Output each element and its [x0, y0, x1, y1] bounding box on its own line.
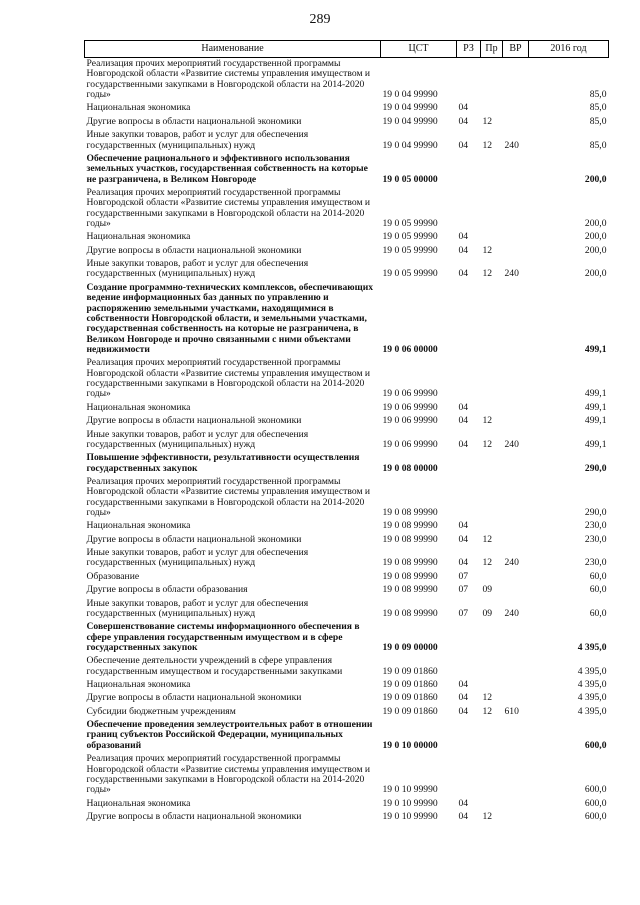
table-row	[85, 753, 609, 797]
cell-vr	[503, 476, 529, 520]
cell-pr: 12	[482, 244, 493, 256]
cell-amount: 290,0	[584, 507, 607, 519]
cell-name: Другие вопросы в области национальной экономики	[86, 692, 302, 704]
table-row	[85, 692, 609, 705]
cell-rz: 04	[458, 557, 469, 569]
cell-cst: 19 0 05 99990	[382, 231, 438, 243]
cell-cst: 19 0 10 99990	[382, 784, 438, 796]
cell-rz	[457, 187, 481, 231]
cell-vr	[503, 187, 529, 231]
cell-pr	[481, 357, 503, 401]
cell-pr: 09	[482, 584, 493, 596]
cell-rz: 04	[458, 692, 469, 704]
cell-name: Другие вопросы в области национальной экономики	[86, 115, 302, 127]
cell-cst: 19 0 09 01860	[382, 692, 438, 704]
cell-name: Реализация прочих мероприятий государственной программы Новгородской области «Развитие системы управления имуществом и государственными закупками в Новгородской области на 2014-2020 годы»	[86, 357, 371, 400]
cell-pr: 12	[482, 705, 493, 717]
cell-name: Реализация прочих мероприятий государственной программы Новгородской области «Развитие системы управления имуществом и государственными закупками в Новгородской области на 2014-2020 годы»	[86, 186, 371, 230]
cell-vr: 240	[504, 139, 519, 151]
cell-pr: 12	[482, 692, 493, 704]
cell-rz	[457, 452, 481, 476]
cell-name: Другие вопросы в области национальной экономики	[86, 415, 302, 427]
cell-rz: 04	[458, 438, 469, 450]
header-cst: ЦСТ	[381, 41, 457, 58]
cell-vr	[503, 402, 529, 415]
cell-amount: 230,0	[584, 557, 607, 569]
cell-cst: 19 0 08 99990	[382, 520, 438, 532]
table-row	[85, 231, 609, 244]
table-row	[85, 187, 609, 231]
cell-rz	[457, 153, 481, 187]
cell-amount: 499,1	[584, 438, 607, 450]
cell-pr: 12	[482, 268, 493, 280]
cell-pr	[481, 571, 503, 584]
cell-name: Реализация прочих мероприятий государственной программы Новгородской области «Развитие системы управления имуществом и государственными закупками в Новгородской области на 2014-2020 годы»	[86, 753, 371, 796]
cell-cst: 19 0 04 99990	[382, 115, 438, 127]
cell-vr	[503, 153, 529, 187]
cell-vr	[503, 452, 529, 476]
cell-cst: 19 0 10 99990	[382, 797, 438, 809]
cell-vr	[503, 415, 529, 428]
cell-cst: 19 0 08 99990	[382, 533, 438, 545]
cell-rz: 04	[458, 244, 469, 256]
cell-amount: 499,1	[584, 401, 607, 413]
cell-rz: 04	[458, 102, 469, 114]
cell-amount: 60,0	[589, 570, 607, 582]
cell-amount: 600,0	[584, 784, 607, 796]
cell-name: Национальная экономика	[86, 679, 191, 691]
cell-amount: 499,1	[584, 343, 607, 355]
cell-cst: 19 0 06 99990	[382, 415, 438, 427]
cell-pr	[481, 753, 503, 797]
cell-pr	[481, 520, 503, 533]
cell-pr	[481, 679, 503, 692]
cell-cst: 19 0 05 99990	[382, 218, 438, 230]
cell-cst: 19 0 05 99990	[382, 268, 438, 280]
page-number: 289	[309, 12, 331, 27]
cell-rz: 04	[458, 115, 469, 127]
cell-cst: 19 0 08 99990	[382, 584, 438, 596]
cell-amount: 200,0	[584, 173, 607, 185]
cell-vr: 240	[504, 607, 519, 619]
cell-vr: 240	[504, 557, 519, 569]
cell-cst: 19 0 06 99990	[382, 388, 438, 400]
cell-vr	[503, 116, 529, 129]
cell-rz: 07	[458, 570, 469, 582]
cell-pr: 09	[482, 607, 493, 619]
table-row	[85, 571, 609, 584]
cell-cst: 19 0 06 99990	[382, 438, 438, 450]
table-body	[85, 58, 609, 825]
table-row	[85, 621, 609, 655]
cell-rz: 04	[458, 533, 469, 545]
table-row	[85, 798, 609, 811]
cell-cst: 19 0 04 99990	[382, 102, 438, 114]
cell-cst: 19 0 04 99990	[382, 139, 438, 151]
cell-amount: 85,0	[589, 139, 607, 151]
cell-rz: 07	[458, 584, 469, 596]
cell-name: Создание программно-технических комплексов, обеспечивающих ведение информационных баз данных по управлению и распоряжению земельными участками, находящимися в собственности Новгородской области, и земельными участками, государственная собственность на которые не разграничена, в Великом Новгороде и прочно связанными с ними объектами недвижимости	[86, 281, 374, 355]
table-row	[85, 282, 609, 358]
cell-vr	[503, 584, 529, 597]
cell-rz: 04	[458, 520, 469, 532]
cell-vr	[503, 102, 529, 115]
cell-cst: 19 0 05 00000	[382, 173, 438, 185]
cell-name: Национальная экономика	[86, 102, 191, 114]
cell-pr	[481, 476, 503, 520]
cell-cst: 19 0 09 01860	[382, 679, 438, 691]
table-row	[85, 415, 609, 428]
cell-pr: 12	[482, 115, 493, 127]
cell-pr: 12	[482, 811, 493, 822]
cell-vr	[503, 692, 529, 705]
cell-pr	[481, 58, 503, 103]
budget-table	[84, 40, 609, 824]
cell-vr	[503, 58, 529, 103]
table-header-row	[85, 41, 609, 58]
cell-name: Другие вопросы в области образования	[86, 584, 248, 596]
cell-amount: 230,0	[584, 520, 607, 532]
cell-name: Национальная экономика	[86, 401, 191, 413]
table-row	[85, 153, 609, 187]
cell-name: Реализация прочих мероприятий государственной программы Новгородской области «Развитие системы управления имуществом и государственными закупками в Новгородской области на 2014-2020 годы»	[86, 58, 371, 101]
cell-amount: 600,0	[584, 739, 607, 751]
cell-vr	[503, 245, 529, 258]
cell-name: Обеспечение проведения землеустроительных работ в отношении границ субъектов Российской Федерации, муниципальных образований	[86, 719, 373, 751]
cell-name: Обеспечение рационального и эффективного использования земельных участков, государственная собственность на которые не разграничена, в Великом Новгороде	[86, 152, 368, 185]
cell-rz	[457, 282, 481, 358]
cell-name: Другие вопросы в области национальной экономики	[86, 244, 302, 256]
cell-cst: 19 0 08 99990	[382, 557, 438, 569]
cell-cst: 19 0 06 00000	[382, 343, 438, 355]
cell-rz: 04	[458, 401, 469, 413]
cell-pr	[481, 655, 503, 679]
cell-amount: 4 395,0	[577, 641, 607, 653]
cell-cst: 19 0 08 99990	[382, 570, 438, 582]
table-row	[85, 520, 609, 533]
cell-name: Другие вопросы в области национальной экономики	[86, 533, 302, 545]
cell-amount: 4 395,0	[577, 679, 607, 691]
cell-pr	[481, 102, 503, 115]
cell-amount: 600,0	[584, 797, 607, 809]
cell-amount: 600,0	[584, 811, 607, 822]
table-row	[85, 719, 609, 753]
header-pr: Пр	[481, 41, 503, 58]
cell-amount: 4 395,0	[577, 705, 607, 717]
cell-vr	[503, 798, 529, 811]
table-row	[85, 58, 609, 103]
table-row	[85, 706, 609, 719]
cell-rz: 04	[458, 415, 469, 427]
cell-name: Совершенствование системы информационного обеспечения в сфере управления государственным имуществом и в сфере государственных закупок	[86, 621, 360, 653]
cell-cst: 19 0 10 99990	[382, 811, 438, 822]
cell-amount: 85,0	[589, 89, 607, 101]
cell-name: Национальная экономика	[86, 520, 191, 532]
cell-name: Другие вопросы в области национальной экономики	[86, 811, 302, 822]
cell-rz	[457, 357, 481, 401]
cell-rz	[457, 753, 481, 797]
table-row	[85, 811, 609, 824]
cell-name: Национальная экономика	[86, 231, 191, 243]
cell-pr	[481, 153, 503, 187]
cell-name: Иные закупки товаров, работ и услуг для обеспечения государственных (муниципальных) нужд	[86, 547, 309, 569]
table-row	[85, 476, 609, 520]
cell-pr: 12	[482, 139, 493, 151]
cell-vr	[503, 679, 529, 692]
cell-amount: 499,1	[584, 388, 607, 400]
cell-cst: 19 0 09 01860	[382, 665, 438, 677]
header-name: Наименование	[85, 41, 381, 58]
cell-vr	[503, 357, 529, 401]
cell-name: Иные закупки товаров, работ и услуг для обеспечения государственных (муниципальных) нужд	[86, 428, 309, 450]
cell-pr	[481, 187, 503, 231]
table-row	[85, 547, 609, 571]
cell-pr: 12	[482, 438, 493, 450]
cell-vr: 240	[504, 438, 519, 450]
cell-name: Повышение эффективности, результативности осуществления государственных закупок	[86, 452, 360, 474]
cell-rz	[457, 58, 481, 103]
cell-rz: 07	[458, 607, 469, 619]
cell-amount: 85,0	[589, 115, 607, 127]
cell-vr	[503, 621, 529, 655]
cell-vr	[503, 520, 529, 533]
cell-cst: 19 0 08 00000	[382, 462, 438, 474]
cell-amount: 60,0	[589, 584, 607, 596]
cell-name: Реализация прочих мероприятий государственной программы Новгородской области «Развитие системы управления имуществом и государственными закупками в Новгородской области на 2014-2020 годы»	[86, 475, 371, 519]
cell-amount: 499,1	[584, 415, 607, 427]
cell-name: Национальная экономика	[86, 797, 191, 809]
cell-amount: 230,0	[584, 533, 607, 545]
cell-amount: 4 395,0	[577, 665, 607, 677]
cell-rz: 04	[458, 139, 469, 151]
cell-name: Субсидии бюджетным учреждениям	[86, 705, 236, 717]
cell-cst: 19 0 08 99990	[382, 507, 438, 519]
cell-vr	[503, 655, 529, 679]
cell-vr: 240	[504, 268, 519, 280]
header-rz: РЗ	[457, 41, 481, 58]
table-row	[85, 429, 609, 453]
cell-pr	[481, 452, 503, 476]
table-row	[85, 258, 609, 282]
cell-amount: 85,0	[589, 102, 607, 114]
cell-rz: 04	[458, 679, 469, 691]
cell-vr: 610	[504, 705, 519, 717]
cell-name: Обеспечение деятельности учреждений в сфере управления государственным имуществом и государственными закупками	[86, 655, 343, 677]
cell-vr	[503, 231, 529, 244]
cell-pr	[481, 231, 503, 244]
cell-vr	[503, 719, 529, 753]
cell-amount: 200,0	[584, 218, 607, 230]
cell-amount: 290,0	[584, 462, 607, 474]
cell-amount: 4 395,0	[577, 692, 607, 704]
cell-cst: 19 0 09 00000	[382, 641, 438, 653]
header-vr: ВР	[503, 41, 529, 58]
cell-rz	[457, 655, 481, 679]
cell-rz: 04	[458, 268, 469, 280]
table-row	[85, 679, 609, 692]
table-row	[85, 116, 609, 129]
cell-amount: 200,0	[584, 231, 607, 243]
table-row	[85, 102, 609, 115]
cell-vr	[503, 571, 529, 584]
table-row	[85, 357, 609, 401]
cell-pr	[481, 719, 503, 753]
cell-rz	[457, 719, 481, 753]
cell-vr	[503, 753, 529, 797]
cell-cst: 19 0 06 99990	[382, 401, 438, 413]
cell-pr	[481, 402, 503, 415]
cell-amount: 60,0	[589, 607, 607, 619]
table-row	[85, 402, 609, 415]
table-row	[85, 534, 609, 547]
cell-pr	[481, 621, 503, 655]
cell-amount: 200,0	[584, 268, 607, 280]
cell-pr: 12	[482, 557, 493, 569]
cell-amount: 200,0	[584, 244, 607, 256]
cell-pr	[481, 798, 503, 811]
cell-vr	[503, 282, 529, 358]
cell-name: Образование	[86, 570, 140, 582]
table-row	[85, 452, 609, 476]
cell-vr	[503, 534, 529, 547]
header-year: 2016 год	[529, 41, 609, 58]
table-row	[85, 129, 609, 153]
cell-rz: 04	[458, 811, 469, 822]
cell-name: Иные закупки товаров, работ и услуг для обеспечения государственных (муниципальных) нужд	[86, 129, 309, 151]
cell-name: Иные закупки товаров, работ и услуг для обеспечения государственных (муниципальных) нужд	[86, 597, 309, 619]
cell-rz: 04	[458, 705, 469, 717]
cell-pr: 12	[482, 533, 493, 545]
cell-cst: 19 0 08 99990	[382, 607, 438, 619]
table-row	[85, 245, 609, 258]
cell-rz	[457, 476, 481, 520]
cell-cst: 19 0 10 00000	[382, 739, 438, 751]
cell-cst: 19 0 09 01860	[382, 705, 438, 717]
cell-name: Иные закупки товаров, работ и услуг для обеспечения государственных (муниципальных) нужд	[86, 258, 309, 280]
cell-rz	[457, 621, 481, 655]
cell-cst: 19 0 05 99990	[382, 244, 438, 256]
cell-cst: 19 0 04 99990	[382, 89, 438, 101]
cell-vr	[503, 811, 529, 824]
table-row	[85, 655, 609, 679]
cell-pr	[481, 282, 503, 358]
cell-rz: 04	[458, 231, 469, 243]
cell-pr: 12	[482, 415, 493, 427]
cell-rz: 04	[458, 797, 469, 809]
table-row	[85, 584, 609, 597]
table-row	[85, 598, 609, 622]
